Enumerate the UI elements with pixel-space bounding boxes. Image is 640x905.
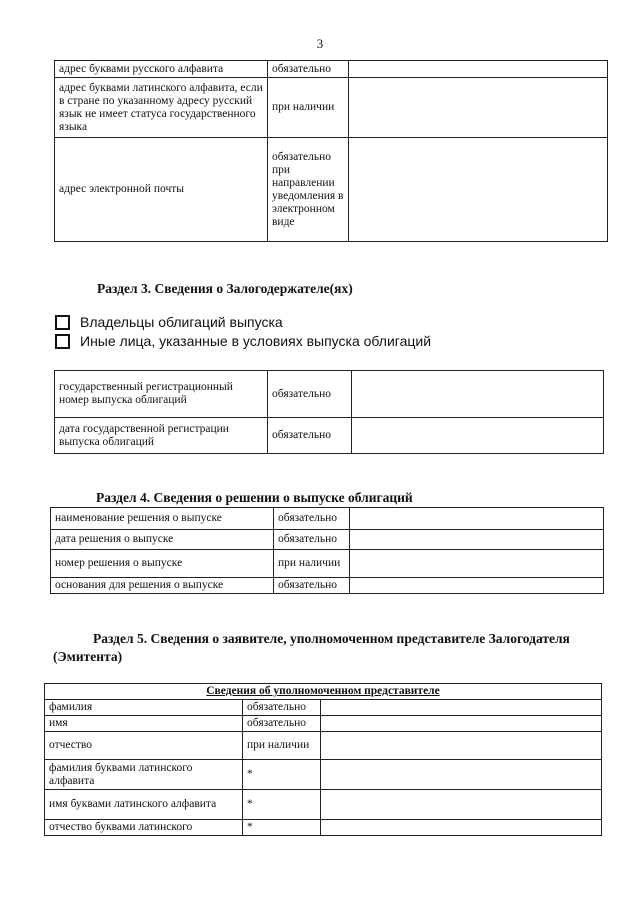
row-label: дата государственной регистрации выпуска облигаций xyxy=(55,418,268,454)
row-value xyxy=(321,820,602,836)
row-label: номер решения о выпуске xyxy=(51,550,274,578)
row-requirement: обязательно при направлении уведомления в электронном виде xyxy=(268,138,349,242)
checkbox-icon[interactable] xyxy=(55,334,70,349)
row-label: наименование решения о выпуске xyxy=(51,508,274,530)
row-label: основания для решения о выпуске xyxy=(51,578,274,594)
row-value xyxy=(350,550,604,578)
row-requirement: * xyxy=(243,760,321,790)
row-requirement: обязательно xyxy=(243,700,321,716)
row-value xyxy=(352,418,604,454)
table-row xyxy=(45,820,602,836)
row-value xyxy=(349,61,608,78)
table-row xyxy=(45,700,602,716)
row-requirement: обязательно xyxy=(274,530,350,550)
row-label: имя буквами латинского алфавита xyxy=(45,790,243,820)
table-header-row xyxy=(45,684,602,700)
row-label: фамилия буквами латинского алфавита xyxy=(45,760,243,790)
option-other-persons[interactable] xyxy=(55,333,431,349)
row-value xyxy=(352,371,604,418)
address-table xyxy=(54,60,608,242)
row-requirement: обязательно xyxy=(274,578,350,594)
row-value xyxy=(321,790,602,820)
section4-table xyxy=(50,507,604,594)
row-requirement: * xyxy=(243,790,321,820)
row-label: адрес электронной почты xyxy=(55,138,268,242)
row-value xyxy=(321,732,602,760)
row-requirement: при наличии xyxy=(243,732,321,760)
table-row xyxy=(55,61,608,78)
table-row xyxy=(45,716,602,732)
row-value xyxy=(350,578,604,594)
table-row xyxy=(55,418,604,454)
row-label: адрес буквами русского алфавита xyxy=(55,61,268,78)
section5-title: Раздел 5. Сведения о заявителе, уполномоченном представителе Залогодателя xyxy=(93,631,570,646)
table-row xyxy=(51,508,604,530)
table-row xyxy=(55,371,604,418)
row-label: отчество xyxy=(45,732,243,760)
row-label: государственный регистрационный номер выпуска облигаций xyxy=(55,371,268,418)
table-row xyxy=(55,138,608,242)
row-value xyxy=(350,508,604,530)
option-label: Владельцы облигаций выпуска xyxy=(80,314,283,330)
row-label: дата решения о выпуске xyxy=(51,530,274,550)
row-requirement: обязательно xyxy=(274,508,350,530)
row-requirement: обязательно xyxy=(243,716,321,732)
row-requirement: при наличии xyxy=(274,550,350,578)
section4-title: Раздел 4. Сведения о решении о выпуске облигаций xyxy=(96,490,413,505)
row-value xyxy=(349,138,608,242)
section3-table xyxy=(54,370,604,454)
row-value xyxy=(349,78,608,138)
row-requirement: обязательно xyxy=(268,61,349,78)
row-value xyxy=(321,760,602,790)
row-label: отчество буквами латинского xyxy=(45,820,243,836)
row-value xyxy=(321,716,602,732)
page-number: 3 xyxy=(316,36,324,51)
row-value xyxy=(350,530,604,550)
row-label: фамилия xyxy=(45,700,243,716)
row-value xyxy=(321,700,602,716)
table-row xyxy=(51,550,604,578)
table-row xyxy=(51,578,604,594)
row-requirement: * xyxy=(243,820,321,836)
representative-table xyxy=(44,683,602,836)
row-requirement: обязательно xyxy=(268,418,352,454)
row-label: адрес буквами латинского алфавита, если в стране по указанному адресу русский язык не имеет статуса государственного языка xyxy=(55,78,268,138)
row-requirement: обязательно xyxy=(268,371,352,418)
option-label: Иные лица, указанные в условиях выпуска облигаций xyxy=(80,333,432,349)
table-row xyxy=(45,760,602,790)
table-row xyxy=(45,732,602,760)
section5-title-continued: (Эмитента) xyxy=(53,649,123,664)
row-requirement: при наличии xyxy=(268,78,349,138)
option-bond-owners[interactable] xyxy=(55,314,283,330)
table-header: Сведения об уполномоченном представителе xyxy=(45,684,602,700)
table-row xyxy=(45,790,602,820)
table-row xyxy=(51,530,604,550)
row-label: имя xyxy=(45,716,243,732)
checkbox-icon[interactable] xyxy=(55,315,70,330)
table-row xyxy=(55,78,608,138)
section3-title: Раздел 3. Сведения о Залогодержателе(ях) xyxy=(97,281,353,296)
